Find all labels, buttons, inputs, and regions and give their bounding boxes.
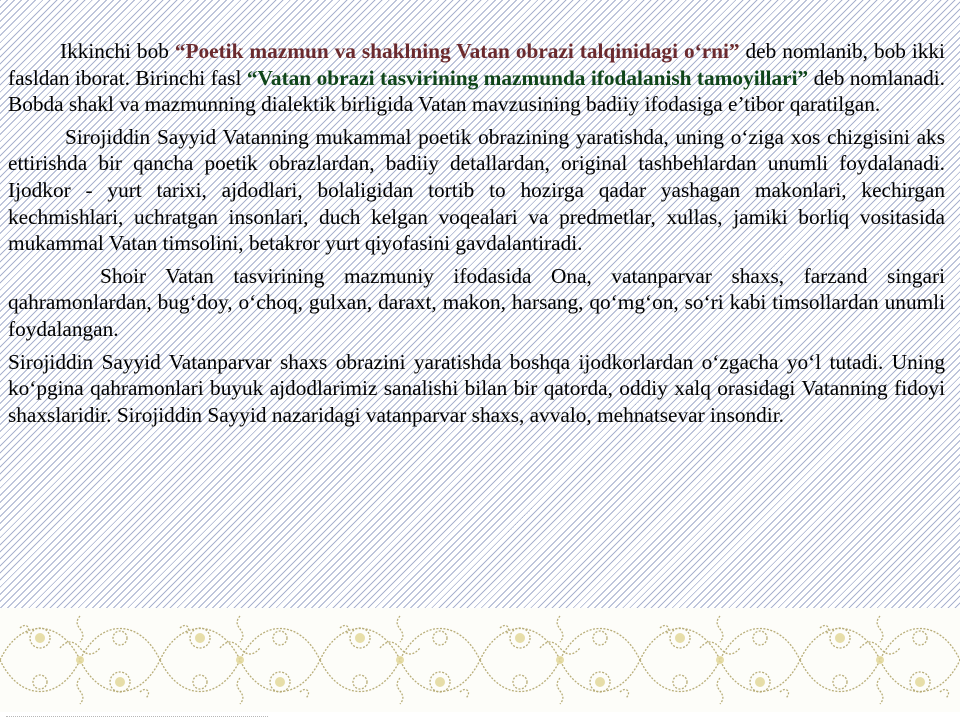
paragraph-symbols: Shoir Vatan tasvirining mazmuniy ifodasida Ona, vatanparvar shaxs, farzand singari qahramonlardan, bug‘doy, o‘choq, gulxan, daraxt, makon, harsang, qo‘mg‘on, so‘ri kabi timsollardan unumli foydalangan. [8,263,945,341]
paragraph-patriot-character: Sirojiddin Sayyid Vatanparvar shaxs obrazini yaratishda boshqa ijodkorlardan o‘zgacha yo‘l tutadi. Uning ko‘pgina qahramonlari buyuk ajdodlarimiz sanalishi bilan bir qatorda, oddiy xalq orasidagi Vatanning fidoyi shaxslaridir. Sirojiddin Sayyid nazaridagi vatanparvar shaxs, avvalo, mehnatsevar insondir. [8,349,945,427]
slide-text-body [8,38,945,428]
paragraph-chapter-intro [8,38,945,118]
dotted-divider [6,716,268,717]
paragraph-poetic-image: Sirojiddin Sayyid Vatanning mukammal poetik obrazining yaratishda, uning o‘ziga xos chizgisini aks ettirishda bir qancha poetik obrazlardan, badiiy detallardan, original tashbehlardan unumli foydalanadi. Ijodkor - yurt tarixi, ajdodlari, bolaligidan tortib to hozirga qadar yashagan makonlari, kechirgan kechmishlari, uchratgan insonlari, duch kelgan voqealari va predmetlar, xullas, jamiki borliq vositasida mukammal Vatan timsolini, betakror yurt qiyofasini gavdalantiradi. [8,124,945,256]
text-segment: Ikkinchi bob [60,39,175,63]
text-segment: deb nomlanadi. Bobda shakl va mazmunning dialektik birligida Vatan mavzusining badiiy ifodasiga e’tibor qaratilgan. [8,65,946,117]
chapter-title-highlight: “Poetik mazmun va shaklning Vatan obrazi talqinidagi o‘rni” [174,39,740,63]
section-title-highlight: “Vatan obrazi tasvirining mazmunda ifodalanish tamoyillari” [246,65,809,90]
text-segment: deb nomlanib, bob ikki fasldan iborat. Birinchi fasl [8,39,945,90]
floral-ornament-band-icon [0,608,960,712]
